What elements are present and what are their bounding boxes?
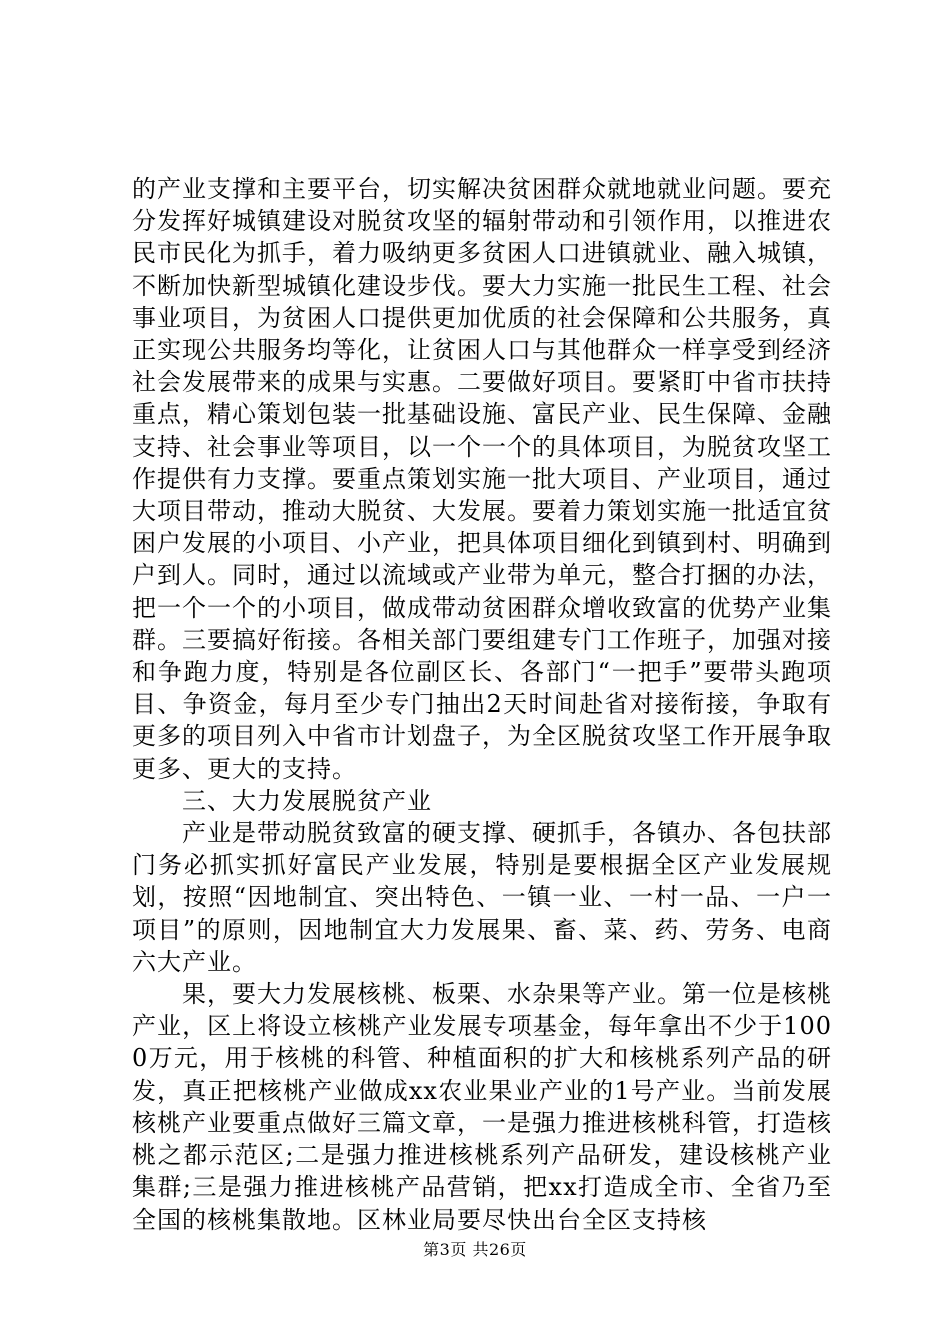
body-paragraph-1: 的产业支撑和主要平台，切实解决贫困群众就地就业问题。要充分发挥好城镇建设对脱贫攻坚的辐射带动和引领作用，以推进农民市民化为抓手，着力吸纳更多贫困人口进镇就业、融入城镇，不断加快新型城镇化建设步伐。要大力实施一批民生工程、社会事业项目，为贫困人口提供更加优质的社会保障和公共服务，真正实现公共服务均等化，让贫困人口与其他群众一样享受到经济社会发展带来的成果与实惠。二要做好项目。要紧盯中省市扶持重点，精心策划包装一批基础设施、富民产业、民生保障、金融支持、社会事业等项目，以一个一个的具体项目，为脱贫攻坚工作提供有力支撑。要重点策划实施一批大项目、产业项目，通过大项目带动，推动大脱贫、大发展。要着力策划实施一批适宜贫困户发展的小项目、小产业，把具体项目细化到镇到村、明确到户到人。同时，通过以流域或产业带为单元，整合打捆的办法，把一个一个的小项目，做成带动贫困群众增收致富的优势产业集群。三要搞好衔接。各相关部门要组建专门工作班子，加强对接和争跑力度，特别是各位副区长、各部门“一把手”要带头跑项目、争资金，每月至少专门抽出2天时间赴省对接衔接，争取有更多的项目列入中省市计划盘子，为全区脱贫攻坚工作开展争取更多、更大的支持。 [132, 175, 832, 783]
document-body [132, 173, 832, 1236]
body-paragraph-2: 产业是带动脱贫致富的硬支撑、硬抓手，各镇办、各包扶部门务必抓实抓好富民产业发展，特别是要根据全区产业发展规划，按照“因地制宜、突出特色、一镇一业、一村一品、一户一项目”的原则，因地制宜大力发展果、畜、菜、药、劳务、电商六大产业。 [132, 819, 832, 976]
page-number-footer: 第3页 共26页 [423, 1240, 527, 1259]
section-heading: 三、大力发展脱贫产业 [182, 786, 432, 815]
body-paragraph-3: 果，要大力发展核桃、板栗、水杂果等产业。第一位是核桃产业，区上将设立核桃产业发展专项基金，每年拿出不少于1000万元，用于核桃的科管、种植面积的扩大和核桃系列产品的研发，真正把核桃产业做成xx农业果业产业的1号产业。当前发展核桃产业要重点做好三篇文章，一是强力推进核桃科管，打造核桃之都示范区;二是强力推进核桃系列产品研发，建设核桃产业集群;三是强力推进核桃产品营销，把xx打造成全市、全省乃至全国的核桃集散地。区林业局要尽快出台全区支持核 [132, 980, 832, 1234]
